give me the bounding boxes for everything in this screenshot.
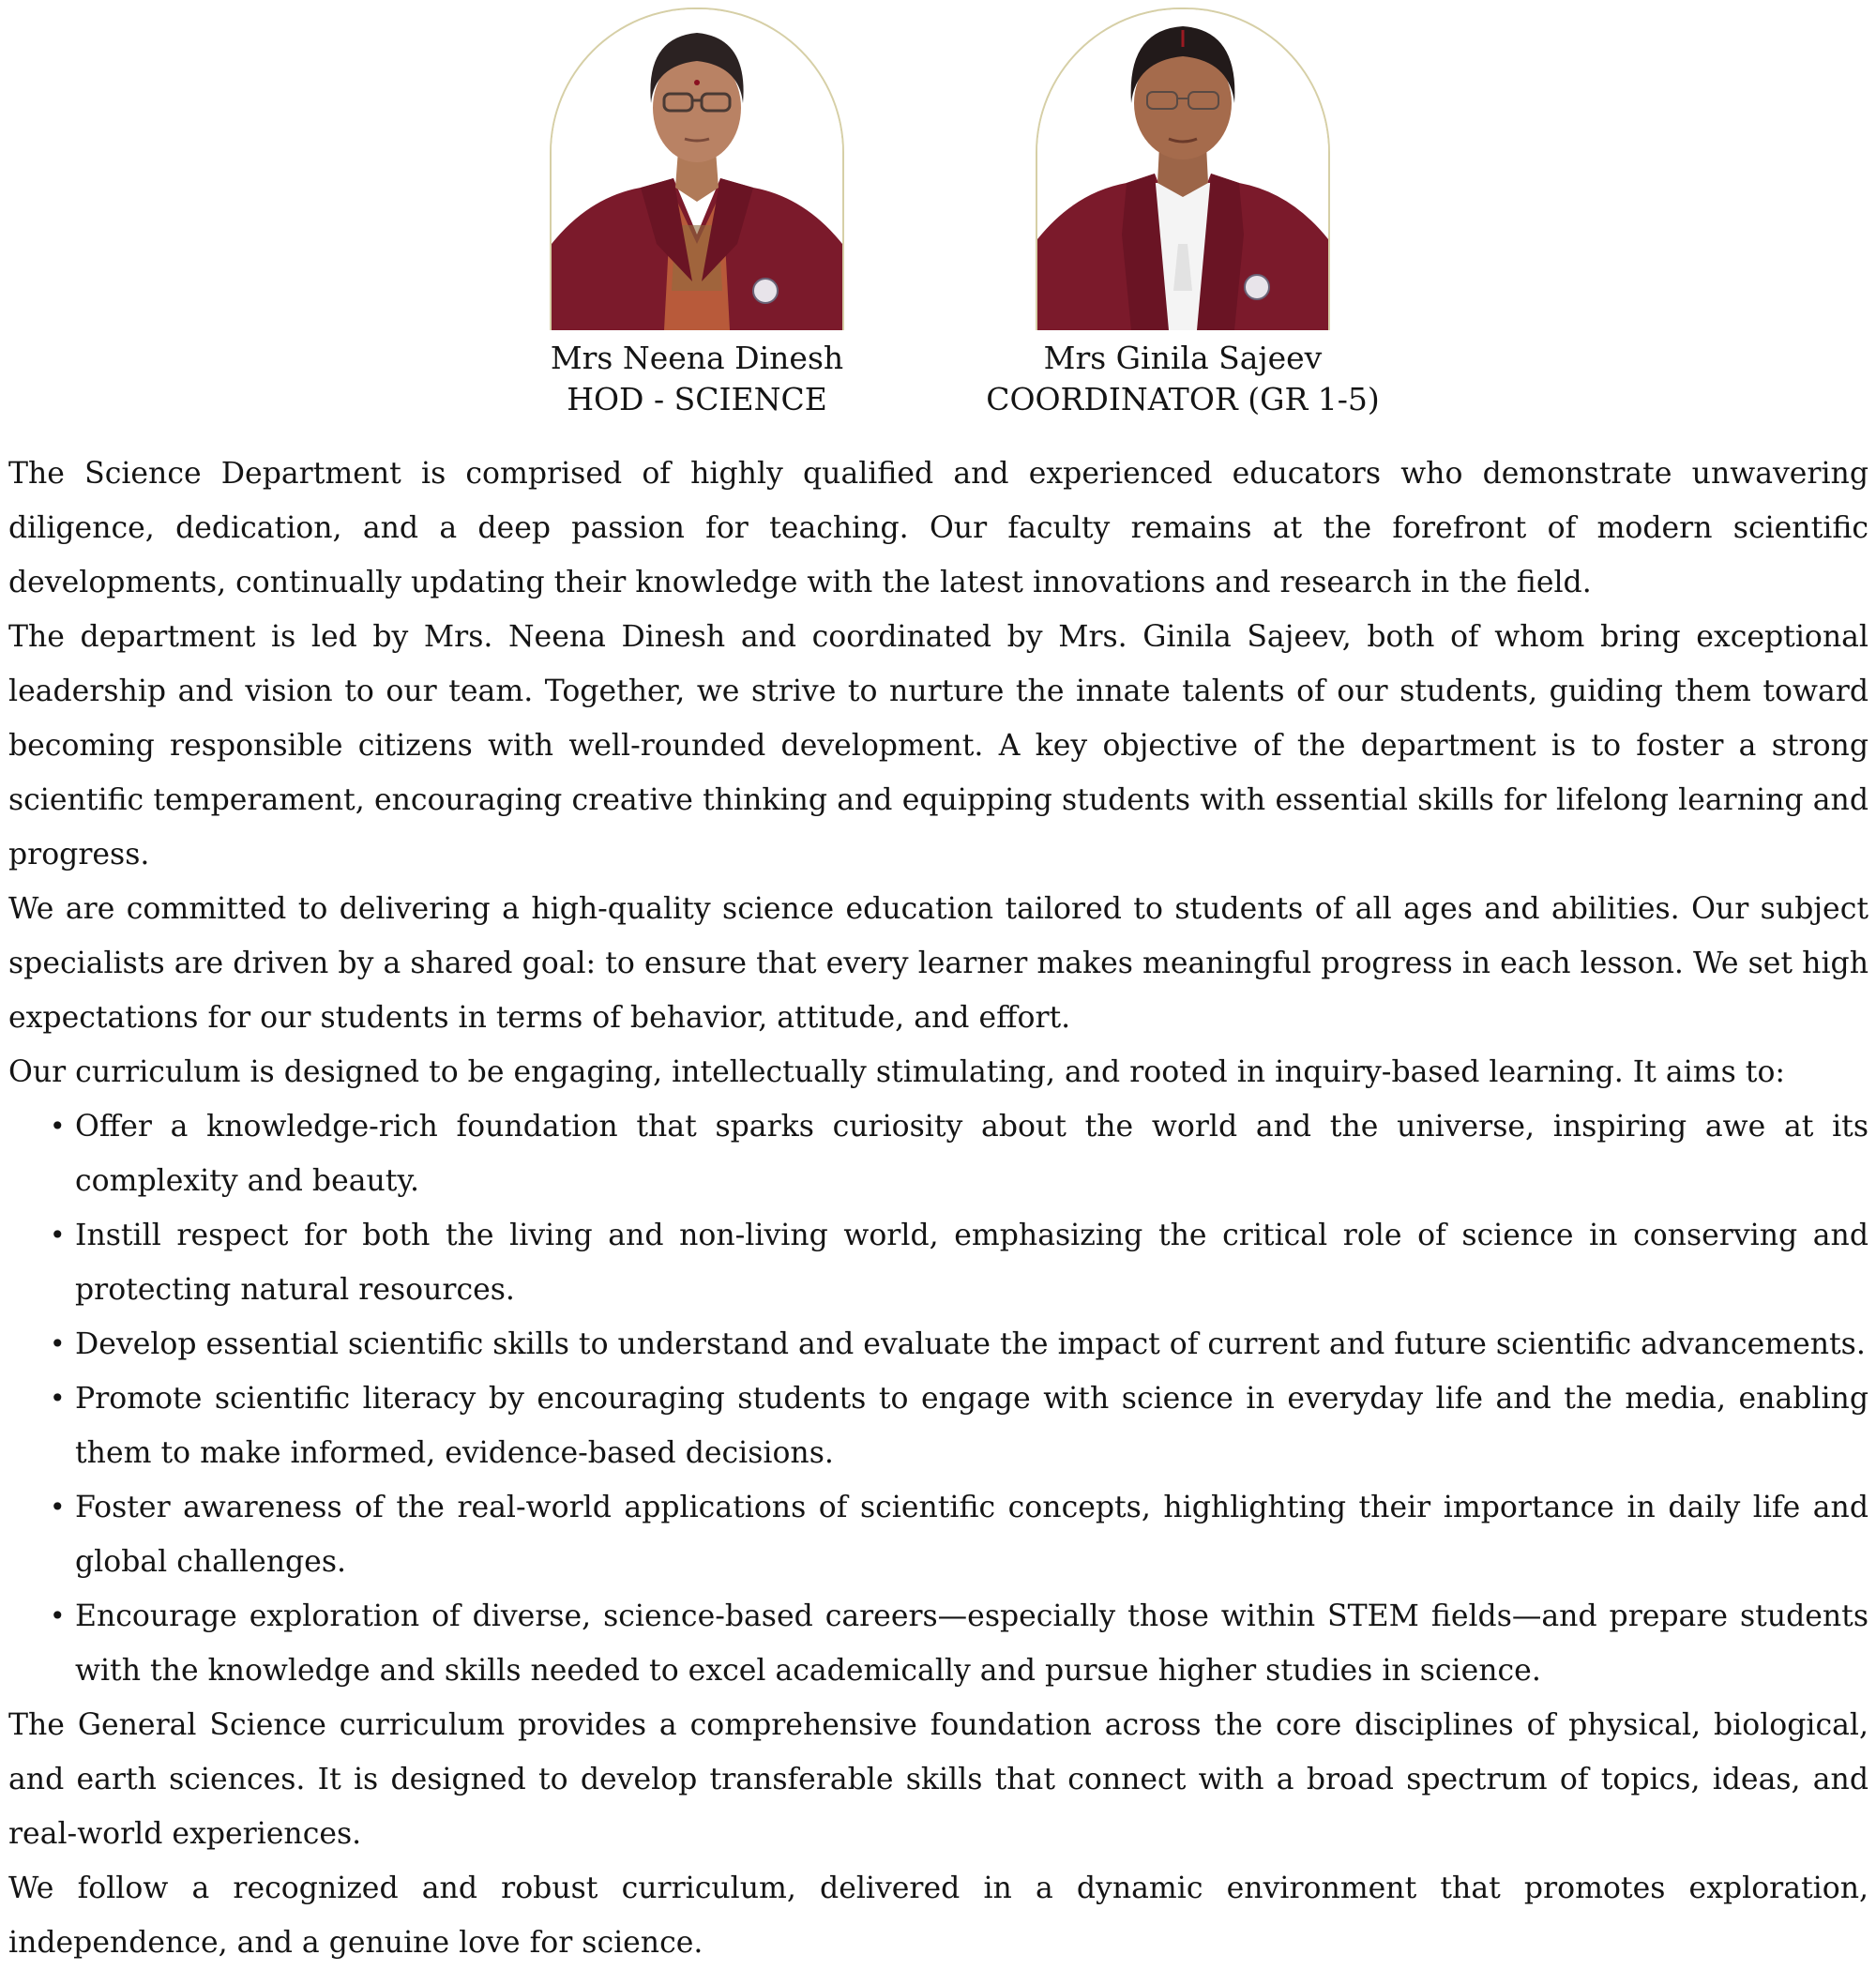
staff-card-hod [472,8,922,420]
bullet-icon: • [50,1111,66,1142]
list-item [50,1099,1868,1208]
bullet-icon: • [50,1383,66,1414]
staff-portrait-neena [552,9,842,330]
staff-role: HOD - SCIENCE [567,381,827,417]
curriculum-intro-paragraph: Our curriculum is designed to be engaging, intellectually stimulating, and rooted in inquiry-based learning. It aims to: [8,1055,1786,1089]
department-description [8,447,1868,1970]
staff-card-coordinator [958,8,1408,420]
bullet-icon: • [50,1220,66,1250]
staff-section [0,8,1876,420]
staff-photo-frame [550,8,844,330]
staff-name: Mrs Ginila Sajeev [1043,340,1323,376]
general-science-paragraph: The General Science curriculum provides a comprehensive foundation across the core disciplines of physical, biological, and earth sciences. It is designed to develop transferable skills that connect with a broad spectrum of topics, ideas, and real-world experiences. [8,1708,1868,1851]
closing-paragraph: We follow a recognized and robust curriculum, delivered in a dynamic environment that promotes exploration, independence, and a genuine love for science. [8,1872,1868,1960]
list-item [50,1480,1868,1589]
bullet-icon: • [50,1492,66,1523]
staff-portrait-ginila [1037,9,1328,330]
list-item-text: Develop essential scientific skills to understand and evaluate the impact of current and future scientific advancements. [75,1327,1866,1361]
bullet-icon: • [50,1328,66,1359]
staff-photo-frame [1036,8,1330,330]
staff-name: Mrs Neena Dinesh [550,340,844,376]
list-item [50,1208,1868,1317]
list-item-text: Offer a knowledge-rich foundation that sparks curiosity about the world and the universe, inspiring awe at its complexity and beauty. [75,1110,1868,1198]
commitment-paragraph: We are committed to delivering a high-quality science education tailored to students of all ages and abilities. Our subject specialists are driven by a shared goal: to ensure that every learner makes meaningful progress in each lesson. We set high expectations for our students in terms of behavior, attitude, and effort. [8,892,1868,1035]
bullet-icon: • [50,1600,66,1631]
list-item [50,1589,1868,1698]
list-item-text: Foster awareness of the real-world applications of scientific concepts, highlighting their importance in daily life and global challenges. [75,1491,1868,1579]
leadership-paragraph: The department is led by Mrs. Neena Dinesh and coordinated by Mrs. Ginila Sajeev, both of whom bring exceptional leadership and vision to our team. Together, we strive to nurture the innate talents of our students, guiding them toward becoming responsible citizens with well-rounded development. A key objective of the department is to foster a strong scientific temperament, encouraging creative thinking and equipping students with essential skills for lifelong learning and progress. [8,620,1868,871]
list-item [50,1371,1868,1480]
list-item-text: Promote scientific literacy by encouraging students to engage with science in everyday life and the media, enabling them to make informed, evidence-based decisions. [75,1382,1868,1470]
staff-role: COORDINATOR (GR 1-5) [986,381,1380,417]
list-item [50,1317,1868,1371]
list-item-text: Instill respect for both the living and non-living world, emphasizing the critical role of science in conserving and protecting natural resources. [75,1219,1868,1307]
intro-paragraph: The Science Department is comprised of highly qualified and experienced educators who demonstrate unwavering diligence, dedication, and a deep passion for teaching. Our faculty remains at the forefront of modern scientific developments, continually updating their knowledge with the latest innovations and research in the field. [8,457,1868,599]
curriculum-aims-list [8,1099,1868,1698]
list-item-text: Encourage exploration of diverse, science-based careers—especially those within STEM fields—and prepare students with the knowledge and skills needed to excel academically and pursue higher studies in science. [75,1599,1868,1688]
